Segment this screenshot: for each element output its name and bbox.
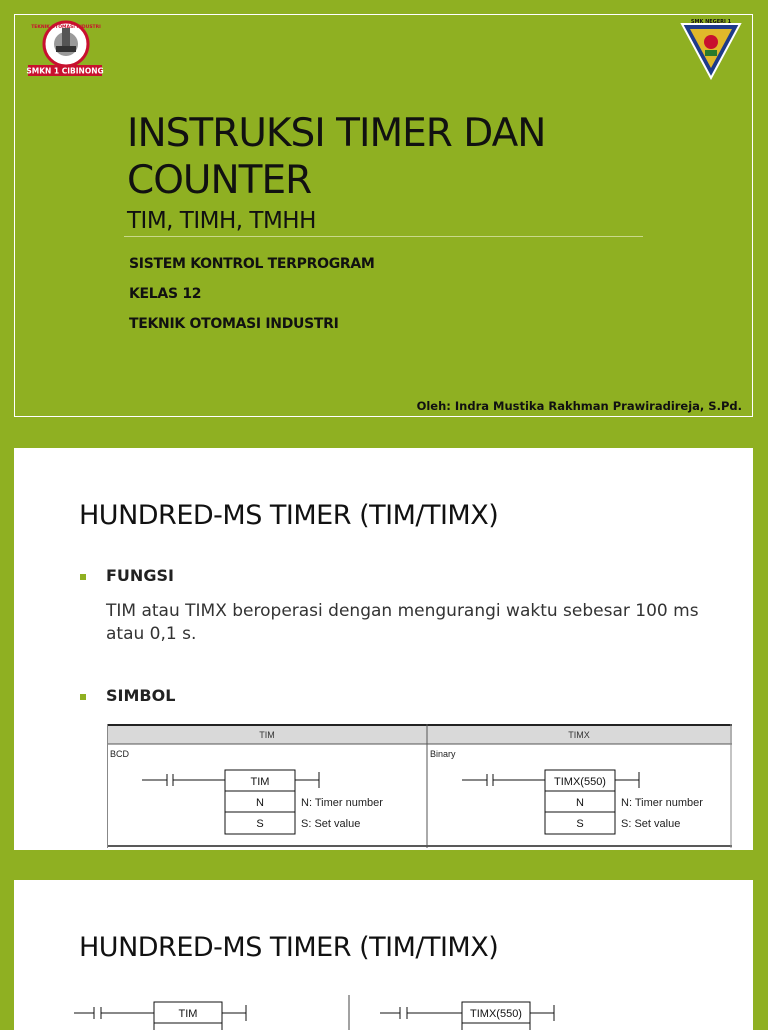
ladder-diagram-preview (14, 985, 753, 1030)
title-slide (0, 0, 768, 431)
tim-block-label: TIM (250, 776, 270, 788)
table-header-timx: TIMX (568, 730, 590, 740)
table-header-tim: TIM (259, 730, 275, 740)
bullet-fungsi: FUNGSI (106, 566, 174, 585)
logo-right-text: SMK NEGERI 1 (690, 19, 732, 25)
slide3-heading: HUNDRED-MS TIMER (TIM/TIMX) (79, 932, 499, 963)
slide2-heading: HUNDRED-MS TIMER (TIM/TIMX) (79, 500, 499, 531)
title-line-1: INSTRUKSI TIMER DAN (127, 111, 546, 156)
timer-slide (14, 448, 753, 850)
type-binary: Binary (430, 749, 456, 759)
author-credit: Oleh: Indra Mustika Rakhman Prawiradireja, S.Pd. (416, 399, 742, 413)
info-subject: SISTEM KONTROL TERPROGRAM (129, 256, 375, 272)
tim-operand-s: S (256, 818, 264, 830)
subtitle: TIM, TIMH, TMHH (127, 208, 316, 234)
timx-operand-n: N (576, 797, 584, 809)
slide3-timx-label: TIMX(550) (470, 1008, 522, 1020)
slide3-tim-label: TIM (178, 1008, 198, 1020)
type-bcd: BCD (110, 749, 130, 759)
timer-slide-2 (14, 880, 753, 1030)
logo-left-ring-text: TEKNIK OTOMASI INDUSTRI (31, 25, 101, 30)
bullet-marker (80, 574, 86, 580)
timx-s-description: S: Set value (621, 818, 681, 830)
school-logo-left-icon (26, 18, 104, 78)
tim-operand-n: N (256, 797, 264, 809)
fungsi-description: TIM atau TIMX beroperasi dengan mengurangi waktu sebesar 100 ms atau 0,1 s. (106, 601, 699, 644)
slide-frame (14, 14, 753, 417)
bullet-marker (80, 694, 86, 700)
tim-n-description: N: Timer number (301, 797, 383, 809)
school-logo-right-icon (680, 16, 742, 80)
bullet-simbol: SIMBOL (106, 686, 176, 705)
timx-operand-s: S (576, 818, 584, 830)
info-program: TEKNIK OTOMASI INDUSTRI (129, 316, 339, 332)
timx-n-description: N: Timer number (621, 797, 703, 809)
title-line-2: COUNTER (127, 158, 312, 203)
info-class: KELAS 12 (129, 286, 202, 302)
symbol-table (107, 724, 732, 848)
main-title (127, 110, 687, 204)
timx-block-label: TIMX(550) (554, 776, 606, 788)
title-divider (124, 236, 643, 237)
tim-s-description: S: Set value (301, 818, 361, 830)
logo-left-banner-text: SMKN 1 CIBINONG (26, 66, 104, 76)
